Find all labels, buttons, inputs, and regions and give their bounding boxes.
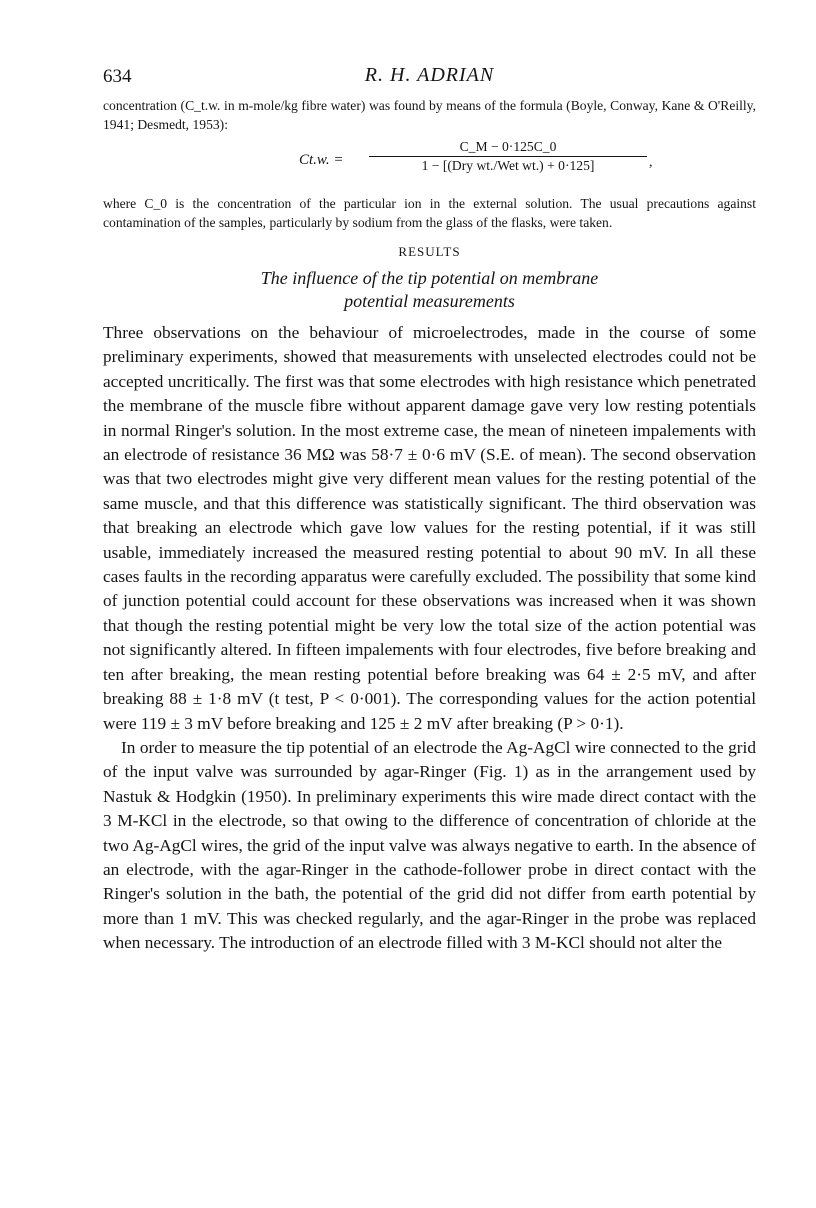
results-body (103, 321, 756, 956)
subheading-line-2: potential measurements (344, 291, 515, 311)
page-number: 634 (103, 66, 132, 87)
paragraph-1: Three observations on the behaviour of microelectrodes, made in the course of some preliminary experiments, showed that measurements with unselected electrodes could not be accepted uncritically. The first was that some electrodes with high resistance which penetrated the membrane of the muscle fibre without apparent damage gave very low resting potentials in normal Ringer's solution. In the most extreme case, the mean of nineteen impalements with an electrode of resistance 36 MΩ was 58·7 ± 0·6 mV (S.E. of mean). The second observation was that two electrodes might give very different mean values for the resting potential of the same muscle, and that this difference was statistically significant. The third observation was that breaking an electrode which gave low values for the resting potential, if it was still usable, immediately increased the measured resting potential to about 90 mV. In all these cases faults in the recording apparatus were carefully excluded. The possibility that some kind of junction potential could account for these observations was increased when it was shown that though the resting potential might be very low the total size of the action potential was not significantly altered. In fifteen impalements with four electrodes, five before breaking and ten after breaking, the mean resting potential before breaking was 64 ± 2·5 mV, and after breaking 88 ± 1·8 mV (t test, P < 0·001). The corresponding values for the action potential were 119 ± 3 mV before breaking and 125 ± 2 mV after breaking (P > 0·1). (103, 323, 756, 733)
formula-comma: , (649, 155, 653, 170)
concentration-formula (103, 136, 756, 192)
section-heading: RESULTS (398, 244, 461, 259)
running-header (103, 60, 756, 90)
formula-denominator: 1 − [(Dry wt./Wet wt.) + 0·125] (421, 158, 595, 173)
intro-text: concentration (C_t.w. in m-mole/kg fibre water) was found by means of the formula (Boyle, Conway, Kane & O'Reilly, 1941; Desmedt, 1953): (103, 98, 756, 132)
running-head-author: R. H. ADRIAN (364, 64, 495, 86)
formula-fraction (367, 139, 649, 174)
subheading-line-1: The influence of the tip potential on membrane (260, 268, 599, 288)
paragraph-2: In order to measure the tip potential of an electrode the Ag-AgCl wire connected to the grid of the input valve was surrounded by agar-Ringer (Fig. 1) as in the arrangement used by Nastuk & Hodgkin (1950). In preliminary experiments this wire made direct contact with the 3 M-KCl in the electrode, so that owing to the difference of concentration of chloride at the two Ag-AgCl wires, the grid of the input valve was always negative to earth. In the absence of an electrode, with the agar-Ringer in the cathode-follower probe in direct contact with the Ringer's solution in the bath, the potential of the grid did not differ from earth potential by more than 1 mV. This was checked regularly, and the agar-Ringer in the probe was replaced when necessary. The introduction of an electrode filled with 3 M-KCl should not alter the (103, 737, 756, 953)
section-subheading (103, 267, 756, 313)
formula-lhs: Ct.w. = (299, 152, 344, 168)
formula-numerator: C_M − 0·125C_0 (459, 139, 557, 154)
after-formula-text: where C_0 is the concentration of the particular ion in the external solution. The usual precautions against contamination of the samples, particularly by sodium from the glass of the flasks, were taken. (103, 196, 756, 230)
journal-page (103, 60, 756, 956)
